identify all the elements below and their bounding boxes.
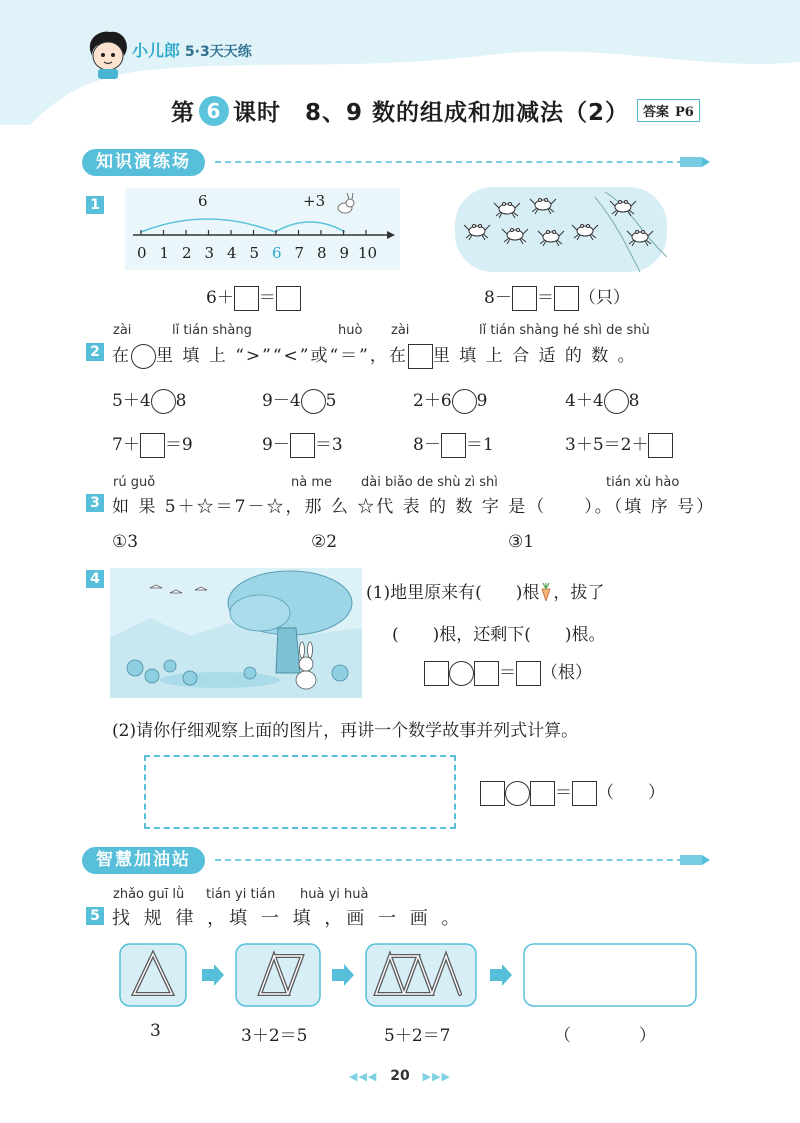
compare-circle[interactable] [452,389,477,414]
q4-part2: (2)请你仔细观察上面的图片，再讲一个数学故事并列式计算。 [112,721,579,741]
page-number [0,1068,800,1084]
q4-equation: ＝ （根） [424,658,592,686]
section-divider [215,859,693,861]
option-3[interactable]: ③1 [508,532,535,552]
number-line-label: 2 [182,244,192,262]
pattern-label: 3＋2＝5 [241,1026,308,1046]
text-part: 里 填 上 “>”“<”或“＝”，在 [156,346,408,366]
number-line-label: 4 [227,244,237,262]
expr: 5 [325,391,337,411]
q4-part2-equation: ＝ （ ） [480,778,665,806]
answer-page: P6 [675,105,694,120]
brand-logo: 小儿郎 [132,41,181,60]
mascot-boy-icon [84,28,132,80]
answer-box[interactable] [512,286,537,311]
answer-reference [637,99,700,122]
pinyin: tián yi tián [206,887,276,902]
unit-blank[interactable]: （ ） [597,783,665,803]
q4-line2: ( )根，还剩下( )根。 [392,625,606,645]
text-part: (1)地里原来有( )根 [366,583,540,603]
circle-symbol [131,344,156,369]
expr: 9－4 [262,391,301,411]
section-header-knowledge: 知识演练场 [82,149,205,176]
question-number: 3 [86,494,104,512]
right-arrows-icon: ▶▶▶ [422,1070,451,1083]
answer-label: 答案 [643,105,670,120]
left-arrows-icon: ◀◀◀ [348,1070,378,1083]
unit-label: （根） [541,663,592,683]
question-number: 2 [86,343,104,361]
answer-box[interactable] [480,781,505,806]
text-part: 里 填 上 合 适 的 数 。 [432,346,637,366]
number-line-label: 6 [272,244,282,262]
matchstick-pattern [118,942,700,1008]
pinyin: lǐ tián shàng [172,323,252,338]
question-number: 4 [86,570,104,588]
fill-item [112,430,193,458]
answer-box[interactable] [474,661,499,686]
answer-box[interactable] [276,286,301,311]
pinyin: zhǎo guī lǜ [113,887,185,902]
number-line-label: 0 [137,244,147,262]
compare-item [112,386,186,414]
fill-item [262,430,343,458]
expr: 8 [175,391,187,411]
pencil-icon [680,852,710,868]
expr: 8－ [413,435,441,455]
compare-item [413,386,487,414]
q2-instruction [112,341,637,369]
compare-circle[interactable] [301,389,326,414]
story-writing-box[interactable] [144,755,456,829]
eq-part: 8－ [484,288,512,308]
question-number: 1 [86,196,104,214]
fill-item [413,430,494,458]
operator-circle[interactable] [449,661,474,686]
eq-part: ＝ [536,288,554,308]
arc-label-plus3: +3 [303,192,326,210]
pinyin: zài [113,323,132,338]
q5-instruction: 找 规 律 ，填 一 填 ，画 一 画 。 [112,908,464,929]
answer-box[interactable] [554,286,579,311]
pinyin: rú guǒ [113,475,156,490]
box-symbol [408,344,433,369]
compare-circle[interactable] [151,389,176,414]
answer-box[interactable] [140,433,165,458]
expr: 5＋4 [112,391,151,411]
title-text: 课时 8、9 数的组成和加减法（2） [232,100,630,126]
answer-box[interactable] [441,433,466,458]
answer-box[interactable] [424,661,449,686]
section-divider [215,161,693,163]
lesson-number-badge: 6 [199,96,229,126]
number-line-label: 10 [358,244,378,262]
pinyin: nà me [291,475,332,490]
number-line-label: 5 [249,244,260,262]
question-number: 5 [86,907,104,925]
expr: 8 [628,391,640,411]
brand-name [132,38,252,61]
page-number-value: 20 [390,1068,410,1084]
q1-right-equation [484,283,630,311]
compare-item [262,386,336,414]
answer-box[interactable] [234,286,259,311]
answer-box[interactable] [530,781,555,806]
number-line-label: 3 [204,244,215,262]
answer-box[interactable] [648,433,673,458]
compare-circle[interactable] [604,389,629,414]
pencil-icon [680,154,710,170]
expr: 9 [476,391,488,411]
pinyin: zài [391,323,410,338]
title-prefix: 第 [170,100,195,126]
answer-box[interactable] [572,781,597,806]
pinyin: lǐ tián shàng hé shì de shù [479,323,650,338]
arc-label-6: 6 [198,192,208,210]
expr: 4＋4 [565,391,604,411]
pinyin: tián xù hào [606,475,680,490]
expr: 7＋ [112,435,140,455]
compare-item [565,386,639,414]
eq-part: 6＋ [206,288,234,308]
number-line-label: 7 [294,244,305,262]
q3-question: 如 果 5＋☆＝7－☆，那 么 ☆代 表 的 数 字 是（ ）。（填 序 号） [112,497,716,517]
answer-box[interactable] [290,433,315,458]
pattern-answer-blank[interactable]: （ ） [554,1026,656,1046]
pattern-label: 5＋2＝7 [384,1026,451,1046]
pattern-label: 3 [150,1021,161,1041]
pinyin: huà yi huà [300,887,369,902]
fill-item [565,430,673,458]
q1-left-equation [206,283,301,311]
text-part: 在 [112,346,131,366]
pinyin: huò [338,323,363,338]
number-line-label: 1 [159,244,170,262]
number-line-label: 8 [317,244,327,262]
crabs-picture [455,187,667,272]
unit-label: （只） [578,288,630,308]
expr: ＝9 [164,435,193,455]
section-header-wisdom: 智慧加油站 [82,847,205,874]
pinyin: dài biǎo de shù zì shì [361,475,498,490]
q4-line1 [366,578,604,603]
operator-circle[interactable] [505,781,530,806]
answer-box[interactable] [516,661,541,686]
option-1[interactable]: ①3 [112,532,139,552]
expr: 3＋5＝2＋ [565,435,649,455]
eq-part: ＝ [258,288,276,308]
expr: 9－ [262,435,290,455]
option-2[interactable]: ②2 [311,532,338,552]
rabbit-field-picture [110,568,362,698]
expr: 2＋6 [413,391,452,411]
brand-series: 5·3天天练 [184,44,252,60]
carrot-icon [539,583,553,601]
expr: ＝1 [465,435,494,455]
expr: ＝3 [314,435,343,455]
number-line-label: 9 [339,244,350,262]
text-part: ，拔了 [553,583,605,603]
